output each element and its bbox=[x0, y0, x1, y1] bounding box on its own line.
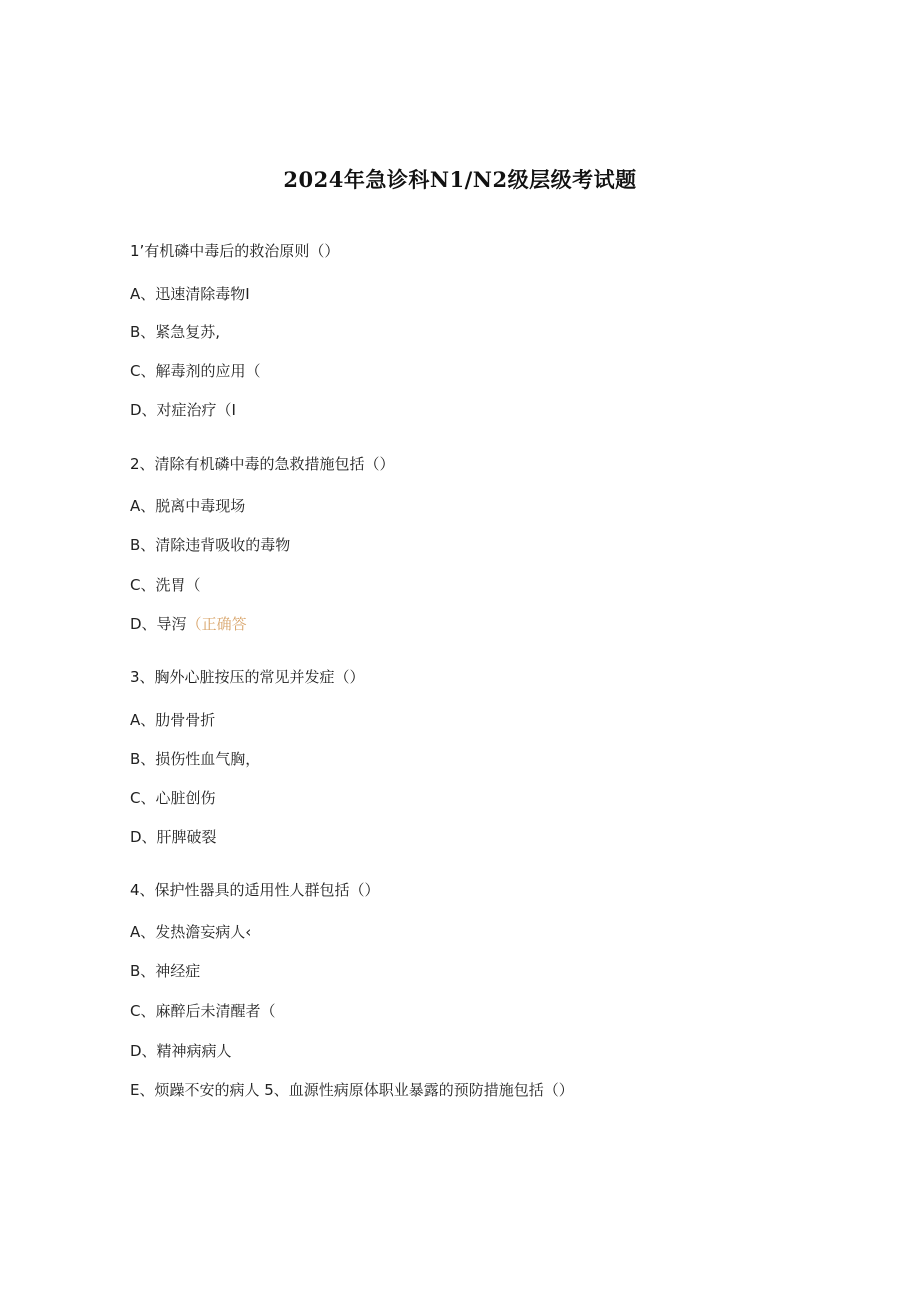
question-1-option-b: B、紧急复苏, bbox=[130, 323, 221, 341]
question-1-option-d: D、对症治疗（I bbox=[130, 401, 236, 419]
answer-hint: （正确答 bbox=[186, 615, 247, 633]
question-1-option-a: A、迅速清除毒物I bbox=[130, 285, 250, 303]
question-4-stem: 4、保护性器具的适用性人群包括（） bbox=[130, 881, 380, 899]
question-3-stem: 3、胸外心脏按压的常见并发症（） bbox=[130, 668, 365, 686]
question-3-option-b: B、损伤性血气胸， bbox=[130, 750, 261, 768]
question-4-option-b: B、神经症 bbox=[130, 962, 201, 980]
question-2-option-a: A、脱离中毒现场 bbox=[130, 497, 246, 515]
question-4-option-d: D、精神病病人 bbox=[130, 1042, 232, 1060]
question-2-option-b: B、清除违背吸收的毒物 bbox=[130, 536, 291, 554]
question-3-option-a: A、肋骨骨折 bbox=[130, 711, 216, 729]
question-1-stem: 1’有机磷中毒后的救治原则（） bbox=[130, 242, 340, 260]
question-4-option-c: C、麻醉后未清醒者（ bbox=[130, 1002, 276, 1020]
question-2-option-d-text: D、导泻 bbox=[130, 615, 187, 633]
question-3-option-d: D、肝脾破裂 bbox=[130, 828, 217, 846]
question-3-option-c: C、心脏创伤 bbox=[130, 789, 216, 807]
question-4-option-e: E、烦躁不安的病人 5、血源性病原体职业暴露的预防措施包括（） bbox=[130, 1081, 574, 1099]
question-2-stem: 2、清除有机磷中毒的急救措施包括（） bbox=[130, 455, 395, 473]
question-2-option-c: C、洗胃（ bbox=[130, 576, 201, 594]
question-4-option-a: A、发热澹妄病人‹ bbox=[130, 923, 252, 941]
document-title: 2024年急诊科N1/N2级层级考试题 bbox=[283, 167, 637, 192]
question-2-option-d bbox=[130, 614, 247, 634]
question-1-option-c: C、解毒剂的应用（ bbox=[130, 362, 261, 380]
